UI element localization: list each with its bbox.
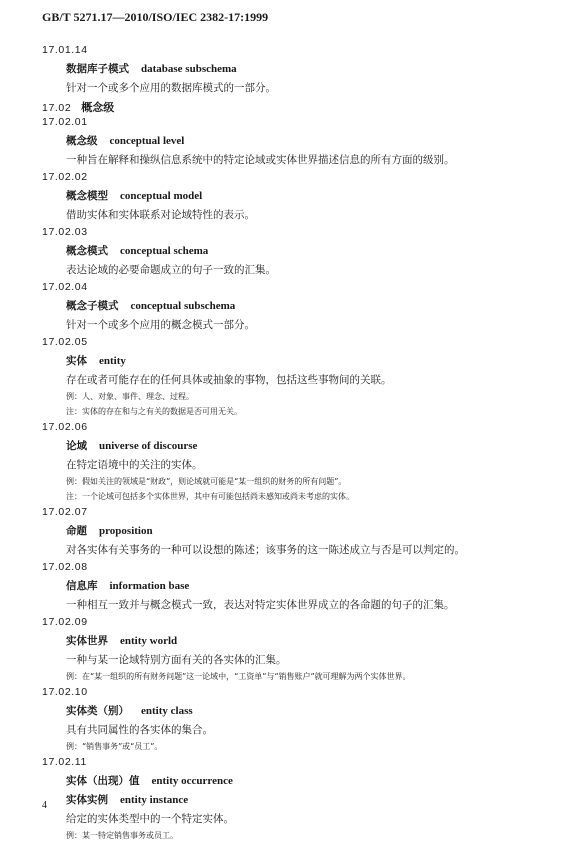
- definition: 借助实体和实体联系对论域特性的表示。: [66, 209, 255, 221]
- term-chinese: 概念模式: [66, 245, 108, 257]
- definition: 存在或者可能存在的任何具体或抽象的事物，包括这些事物间的关联。: [66, 374, 392, 386]
- entry-number-text: 17.01.14: [42, 44, 88, 56]
- definition: 对各实体有关事务的一种可以设想的陈述；该事务的这一陈述成立与否是可以判定的。: [66, 544, 465, 556]
- page-number: 4: [42, 800, 47, 811]
- term-chinese: 命题: [66, 525, 87, 537]
- term: [66, 298, 235, 313]
- entry-number-text: 17.02.03: [42, 226, 88, 238]
- definition: 具有共同属性的各实体的集合。: [66, 724, 213, 736]
- entry-number-text: 17.02.04: [42, 281, 88, 293]
- example: 例：假如关注的领域是“财政”，则论域就可能是“某一组织的财务的所有问题”。: [66, 477, 347, 486]
- example: 例：“销售事务”或“员工”。: [66, 742, 163, 751]
- term-english: database subschema: [141, 63, 237, 75]
- term-chinese: 论域: [66, 440, 87, 452]
- entry-number: [42, 336, 88, 348]
- term-english: information base: [109, 580, 190, 592]
- term: [66, 353, 126, 368]
- entry-number-text: 17.02.02: [42, 171, 88, 183]
- entry-number: [42, 171, 88, 183]
- entry-number: [42, 116, 88, 128]
- entry-number: [42, 616, 88, 628]
- example: 例：人、对象、事件、理念、过程。: [66, 392, 194, 401]
- entry-number: [42, 561, 88, 573]
- term: [66, 523, 153, 538]
- term: [66, 703, 193, 718]
- entry-number: [42, 506, 88, 518]
- term: [66, 188, 202, 203]
- term: [66, 243, 208, 258]
- term: [66, 133, 184, 148]
- term-chinese: 实体（出现）值: [66, 775, 140, 787]
- term-english: entity: [99, 355, 126, 367]
- term-english: conceptual subschema: [130, 300, 236, 312]
- definition: 针对一个或多个应用的数据库模式的一部分。: [66, 82, 276, 94]
- definition: 在特定语境中的关注的实体。: [66, 459, 203, 471]
- note: 注：实体的存在和与之有关的数据是否可用无关。: [66, 407, 242, 416]
- term-english: proposition: [99, 525, 153, 537]
- entry-number: [42, 44, 88, 56]
- term-chinese: 数据库子模式: [66, 63, 129, 75]
- term-english: entity instance: [120, 794, 189, 806]
- term-chinese: 信息库: [66, 580, 98, 592]
- term: [66, 633, 177, 648]
- page-header: GB/T 5271.17—2010/ISO/IEC 2382-17:1999: [42, 10, 269, 24]
- term-english: entity world: [120, 635, 178, 647]
- entry-number-text: 17.02.06: [42, 421, 88, 433]
- term: [66, 773, 233, 788]
- term-chinese: 概念子模式: [66, 300, 119, 312]
- definition: 一种相互一致并与概念模式一致，表达对特定实体世界成立的各命题的句子的汇集。: [66, 599, 455, 611]
- term-english: entity class: [141, 705, 193, 717]
- term-chinese: 概念级: [66, 135, 98, 147]
- term: [66, 792, 188, 807]
- entry-number-text: 17.02.01: [42, 116, 88, 128]
- entry-number-text: 17.02.09: [42, 616, 88, 628]
- entry-number: [42, 756, 87, 768]
- entry-number: [42, 226, 88, 238]
- definition: 一种旨在解释和操纵信息系统中的特定论域或实体世界描述信息的所有方面的级别。: [66, 154, 455, 166]
- entry-number-text: 17.02: [42, 102, 72, 114]
- entry-number: [42, 421, 88, 433]
- note: 注：一个论域可包括多个实体世界，其中有可能包括尚未感知或尚未考虑的实体。: [66, 492, 354, 501]
- term: [66, 61, 237, 76]
- entry-number-text: 17.02.07: [42, 506, 88, 518]
- entry-number: [42, 686, 88, 698]
- section-title: 概念级: [81, 101, 115, 114]
- entry-number-text: 17.02.11: [42, 756, 87, 768]
- term-english: universe of discourse: [99, 440, 198, 452]
- definition: 给定的实体类型中的一个特定实体。: [66, 813, 234, 825]
- term-english: conceptual level: [109, 135, 185, 147]
- definition: 针对一个或多个应用的概念模式一部分。: [66, 319, 255, 331]
- term-chinese: 实体世界: [66, 635, 108, 647]
- entry-number-text: 17.02.05: [42, 336, 88, 348]
- term-english: conceptual model: [120, 190, 203, 202]
- entry-number: [42, 281, 88, 293]
- definition: 一种与某一论域特别方面有关的各实体的汇集。: [66, 654, 287, 666]
- entry-number: [42, 99, 114, 115]
- term: [66, 438, 197, 453]
- term-chinese: 实体: [66, 355, 87, 367]
- term: [66, 578, 189, 593]
- entry-number-text: 17.02.10: [42, 686, 88, 698]
- example: 例：在“某一组织的所有财务问题”这一论域中，“工资单”与“销售账户”就可理解为两个实体世界。: [66, 672, 411, 681]
- term-chinese: 实体实例: [66, 794, 108, 806]
- term-chinese: 实体类（别）: [66, 705, 129, 717]
- term-english: entity occurrence: [151, 775, 233, 787]
- term-chinese: 概念模型: [66, 190, 108, 202]
- term-english: conceptual schema: [120, 245, 209, 257]
- example: 例：某一特定销售事务或员工。: [66, 831, 178, 840]
- entry-number-text: 17.02.08: [42, 561, 88, 573]
- definition: 表达论域的必要命题成立的句子一致的汇集。: [66, 264, 276, 276]
